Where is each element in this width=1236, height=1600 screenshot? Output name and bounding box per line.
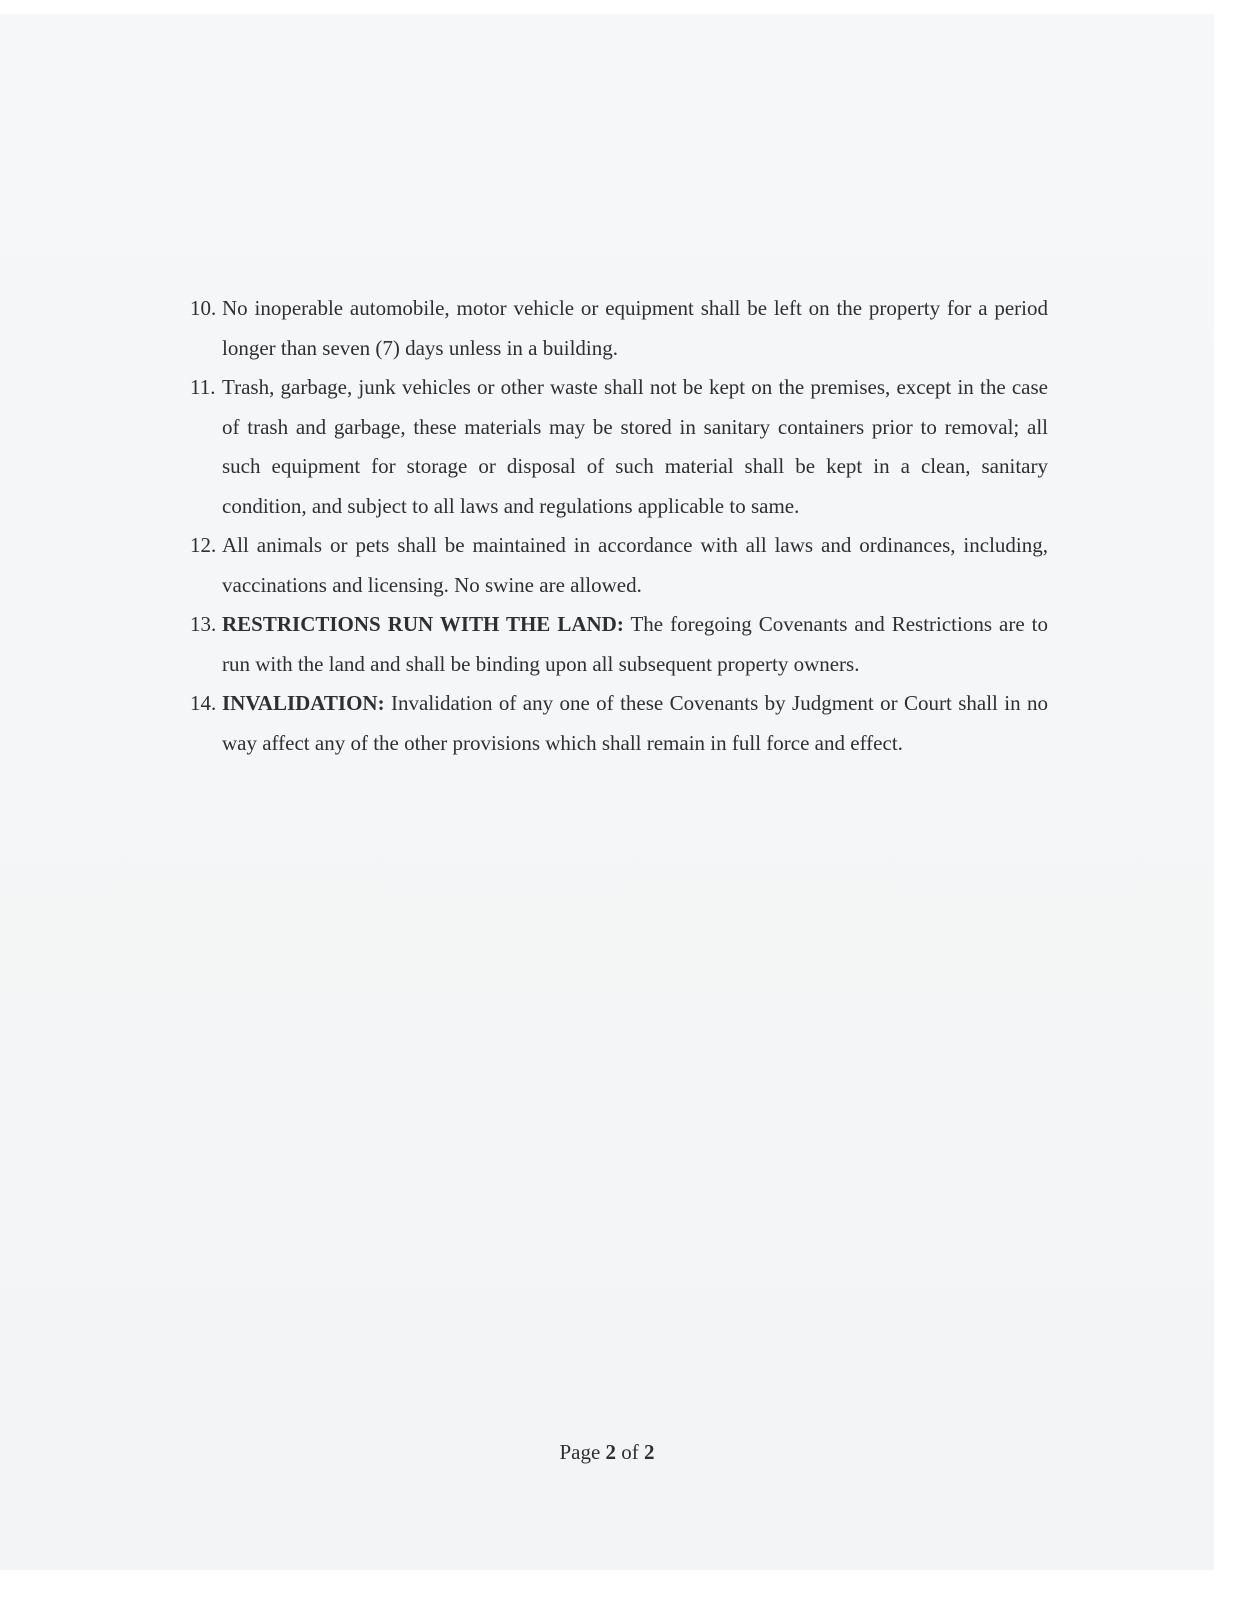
total-pages-number: 2 [644,1440,655,1464]
item-number: 14. [190,691,217,715]
scan-edge-top [0,0,1236,14]
page-word: Page [559,1440,601,1464]
covenant-item-14 [190,684,1048,763]
item-text: All animals or pets shall be maintained in accordance with all laws and ordinances, including, vaccinations and licensing. No swine are allowed. [222,533,1048,597]
covenant-item-13 [190,605,1048,684]
item-text: The foregoing Covenants and Restrictions are to run with the land and shall be binding upon all subsequent property owners. [222,612,1048,676]
item-number: 13. [190,612,217,636]
covenant-item-12 [190,526,1048,605]
current-page-number: 2 [605,1440,617,1464]
page-footer [0,1440,1214,1465]
item-text: Invalidation of any one of these Covenants by Judgment or Court shall in no way affect any of the other provisions which shall remain in full force and effect. [222,691,1049,755]
scan-edge-bottom [0,1570,1236,1600]
item-heading: RESTRICTIONS RUN WITH THE LAND: [222,612,624,636]
item-number: 10. [190,296,217,320]
item-number: 11. [190,375,216,399]
item-heading: INVALIDATION: [222,691,385,715]
covenants-list [190,289,1048,763]
item-text: Trash, garbage, junk vehicles or other waste shall not be kept on the premises, except in the case of trash and garbage, these materials may be stored in sanitary containers prior to removal; all such equipment for storage or disposal of such material shall be kept in a clean, sanitary condition, and subject to all laws and regulations applicable to same. [222,375,1048,518]
scan-edge-right [1214,0,1236,1600]
covenant-item-11 [190,368,1048,526]
of-word: of [621,1440,639,1464]
item-text: No inoperable automobile, motor vehicle or equipment shall be left on the property for a period longer than seven (7) days unless in a building. [222,296,1048,360]
covenant-item-10 [190,289,1048,368]
item-number: 12. [190,533,217,557]
